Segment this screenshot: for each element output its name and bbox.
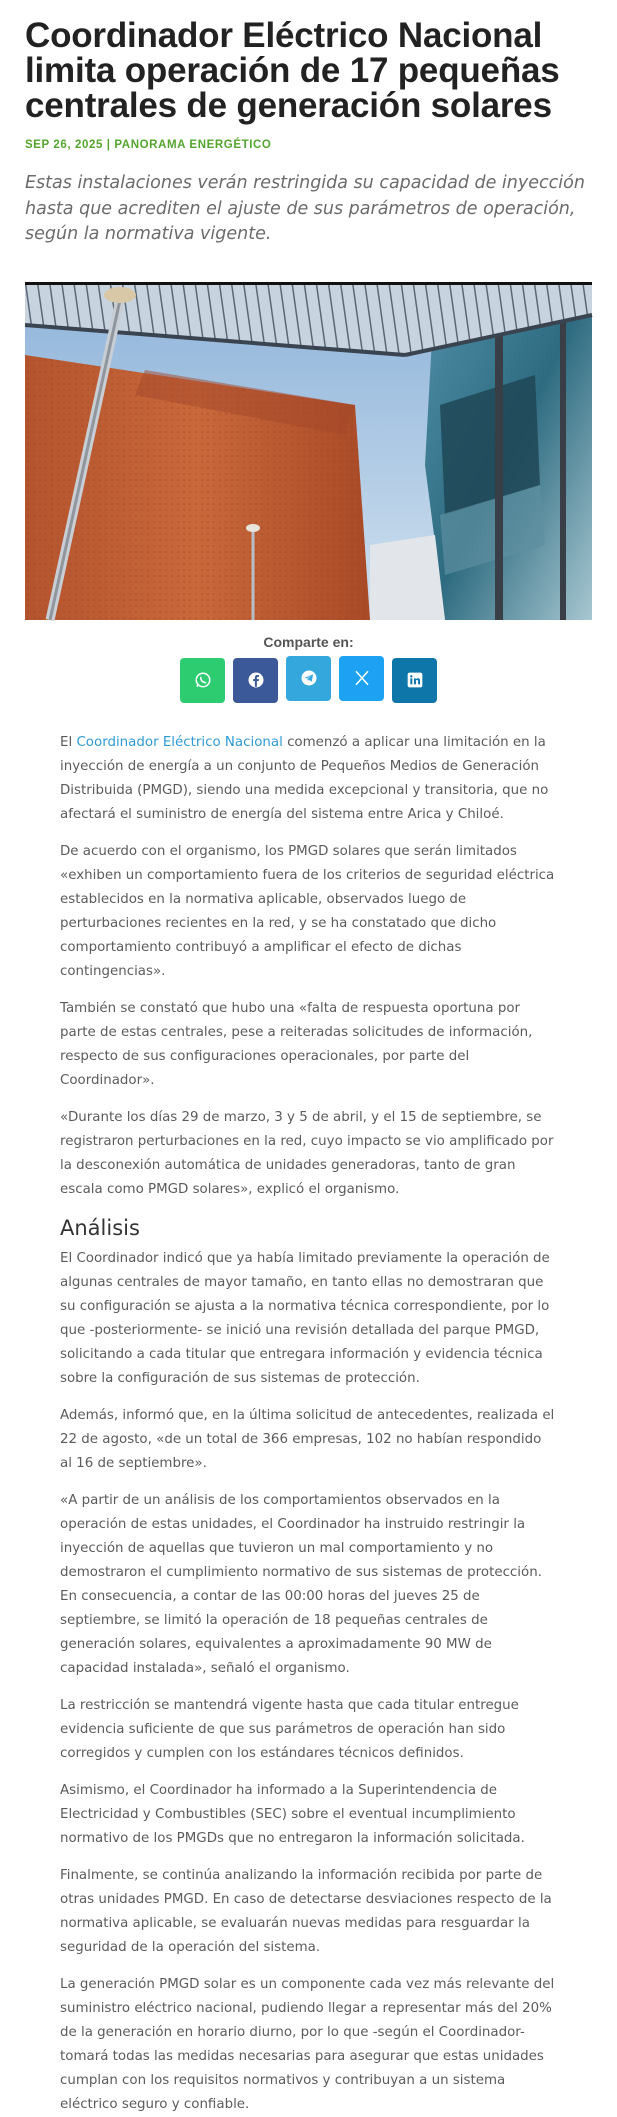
linkedin-icon [407, 672, 423, 688]
share-whatsapp-button[interactable] [180, 658, 225, 703]
article-body [25, 731, 592, 2117]
paragraph-1-text: comenzó a aplicar una limitación en la inyección de energía a un conjunto de Pequeños Medios de Generación Distribuida (PMGD), siendo una medida excepcional y transitoria, que no afectará el suministro de energía del sistema entre Arica y Chiloé. [60, 734, 549, 822]
article-container [0, 18, 617, 2117]
meta-separator: | [102, 139, 115, 151]
article-title: Coordinador Eléctrico Nacional limita operación de 17 pequeñas centrales de generación solares [25, 16, 560, 125]
paragraph-9: Asimismo, el Coordinador ha informado a la Superintendencia de Electricidad y Combustibles (SEC) sobre el eventual incumplimiento normativo de los PMGDs que no entregaron la información solicitada. [60, 1782, 525, 1846]
paragraph-1 [60, 731, 557, 827]
paragraph-10: Finalmente, se continúa analizando la información recibida por parte de otras unidades PMGD. En caso de detectarse desviaciones respecto de la normativa aplicable, se evaluarán nuevas medidas para resguardar la seguridad de la operación del sistema. [60, 1867, 552, 1955]
paragraph-1-prefix: El [60, 734, 77, 750]
x-icon [353, 669, 371, 687]
facebook-icon [247, 671, 265, 689]
paragraph-5: El Coordinador indicó que ya había limitado previamente la operación de algunas centrales de mayor tamaño, en tanto ellas no demostraran que su configuración se ajusta a la normativa técnica correspondiente, por lo que -posteriormente- se inició una revisión detallada del parque PMGD, solicitando a cada titular que entregara información y evidencia técnica sobre la configuración de sus sistemas de protección. [60, 1250, 550, 1386]
paragraph-11: La generación PMGD solar es un componente cada vez más relevante del suministro eléctrico nacional, pudiendo llegar a representar más del 20% de la generación en horario diurno, por lo que -según el Coordinador- tomará todas las medidas necesarias para asegurar que estas unidades cumplan con los requisitos normativos y contribuyan a un sistema eléctrico seguro y confiable. [60, 1976, 555, 2112]
share-buttons [25, 658, 592, 703]
paragraph-7: «A partir de un análisis de los comportamientos observados en la operación de estas unidades, el Coordinador ha instruido restringir la inyección de aquellas que tuvieron un mal comportamiento y no demostraron el cumplimiento normativo de sus sistemas de protección. En consecuencia, a contar de las 00:00 horas del jueves 25 de septiembre, se limitó la operación de 18 pequeñas centrales de generación solares, equivalentes a aproximadamente 90 MW de capacidad instalada», señaló el organismo. [60, 1492, 542, 1676]
paragraph-4: «Durante los días 29 de marzo, 3 y 5 de abril, y el 15 de septiembre, se registraron perturbaciones en la red, cuyo impacto se vio amplificado por la desconexión automática de unidades generadoras, tanto de gran escala como PMGD solares», explicó el organismo. [60, 1109, 554, 1197]
paragraph-3: También se constató que hubo una «falta de respuesta oportuna por parte de estas centrales, pese a reiteradas solicitudes de información, respecto de sus configuraciones operacionales, por parte del Coordinador». [60, 1000, 533, 1088]
coordinador-link[interactable]: Coordinador Eléctrico Nacional [76, 734, 283, 750]
paragraph-8: La restricción se mantendrá vigente hasta que cada titular entregue evidencia suficiente de que sus parámetros de operación han sido corregidos y cumplen con los estándares técnicos definidos. [60, 1697, 519, 1761]
article-category-link[interactable]: PANORAMA ENERGÉTICO [114, 139, 272, 151]
hero-image [25, 282, 592, 620]
article-meta [25, 139, 592, 151]
section-heading-analisis: Análisis [60, 1215, 140, 1240]
paragraph-6: Además, informó que, en la última solicitud de antecedentes, realizada el 22 de agosto, «de un total de 366 empresas, 102 no habían respondido al 16 de septiembre». [60, 1407, 555, 1471]
article-date: SEP 26, 2025 [25, 139, 103, 151]
share-facebook-button[interactable] [233, 658, 278, 703]
share-telegram-button[interactable] [286, 656, 331, 701]
whatsapp-icon [194, 671, 212, 689]
paragraph-2: De acuerdo con el organismo, los PMGD solares que serán limitados «exhiben un comportamiento fuera de los criterios de seguridad eléctrica establecidos en la normativa aplicable, observados luego de perturbaciones recientes en la red, y se ha constatado que dicho comportamiento contribuyó a amplificar el efecto de dichas contingencias». [60, 843, 555, 979]
telegram-icon [300, 669, 318, 687]
share-linkedin-button[interactable] [392, 658, 437, 703]
hero-image-building-illustration [25, 285, 592, 620]
share-label: Comparte en: [263, 633, 354, 650]
article-lead: Estas instalaciones verán restringida su capacidad de inyección hasta que acrediten el ajuste de sus parámetros de operación, según la normativa vigente. [25, 173, 585, 244]
share-x-button[interactable] [339, 656, 384, 701]
